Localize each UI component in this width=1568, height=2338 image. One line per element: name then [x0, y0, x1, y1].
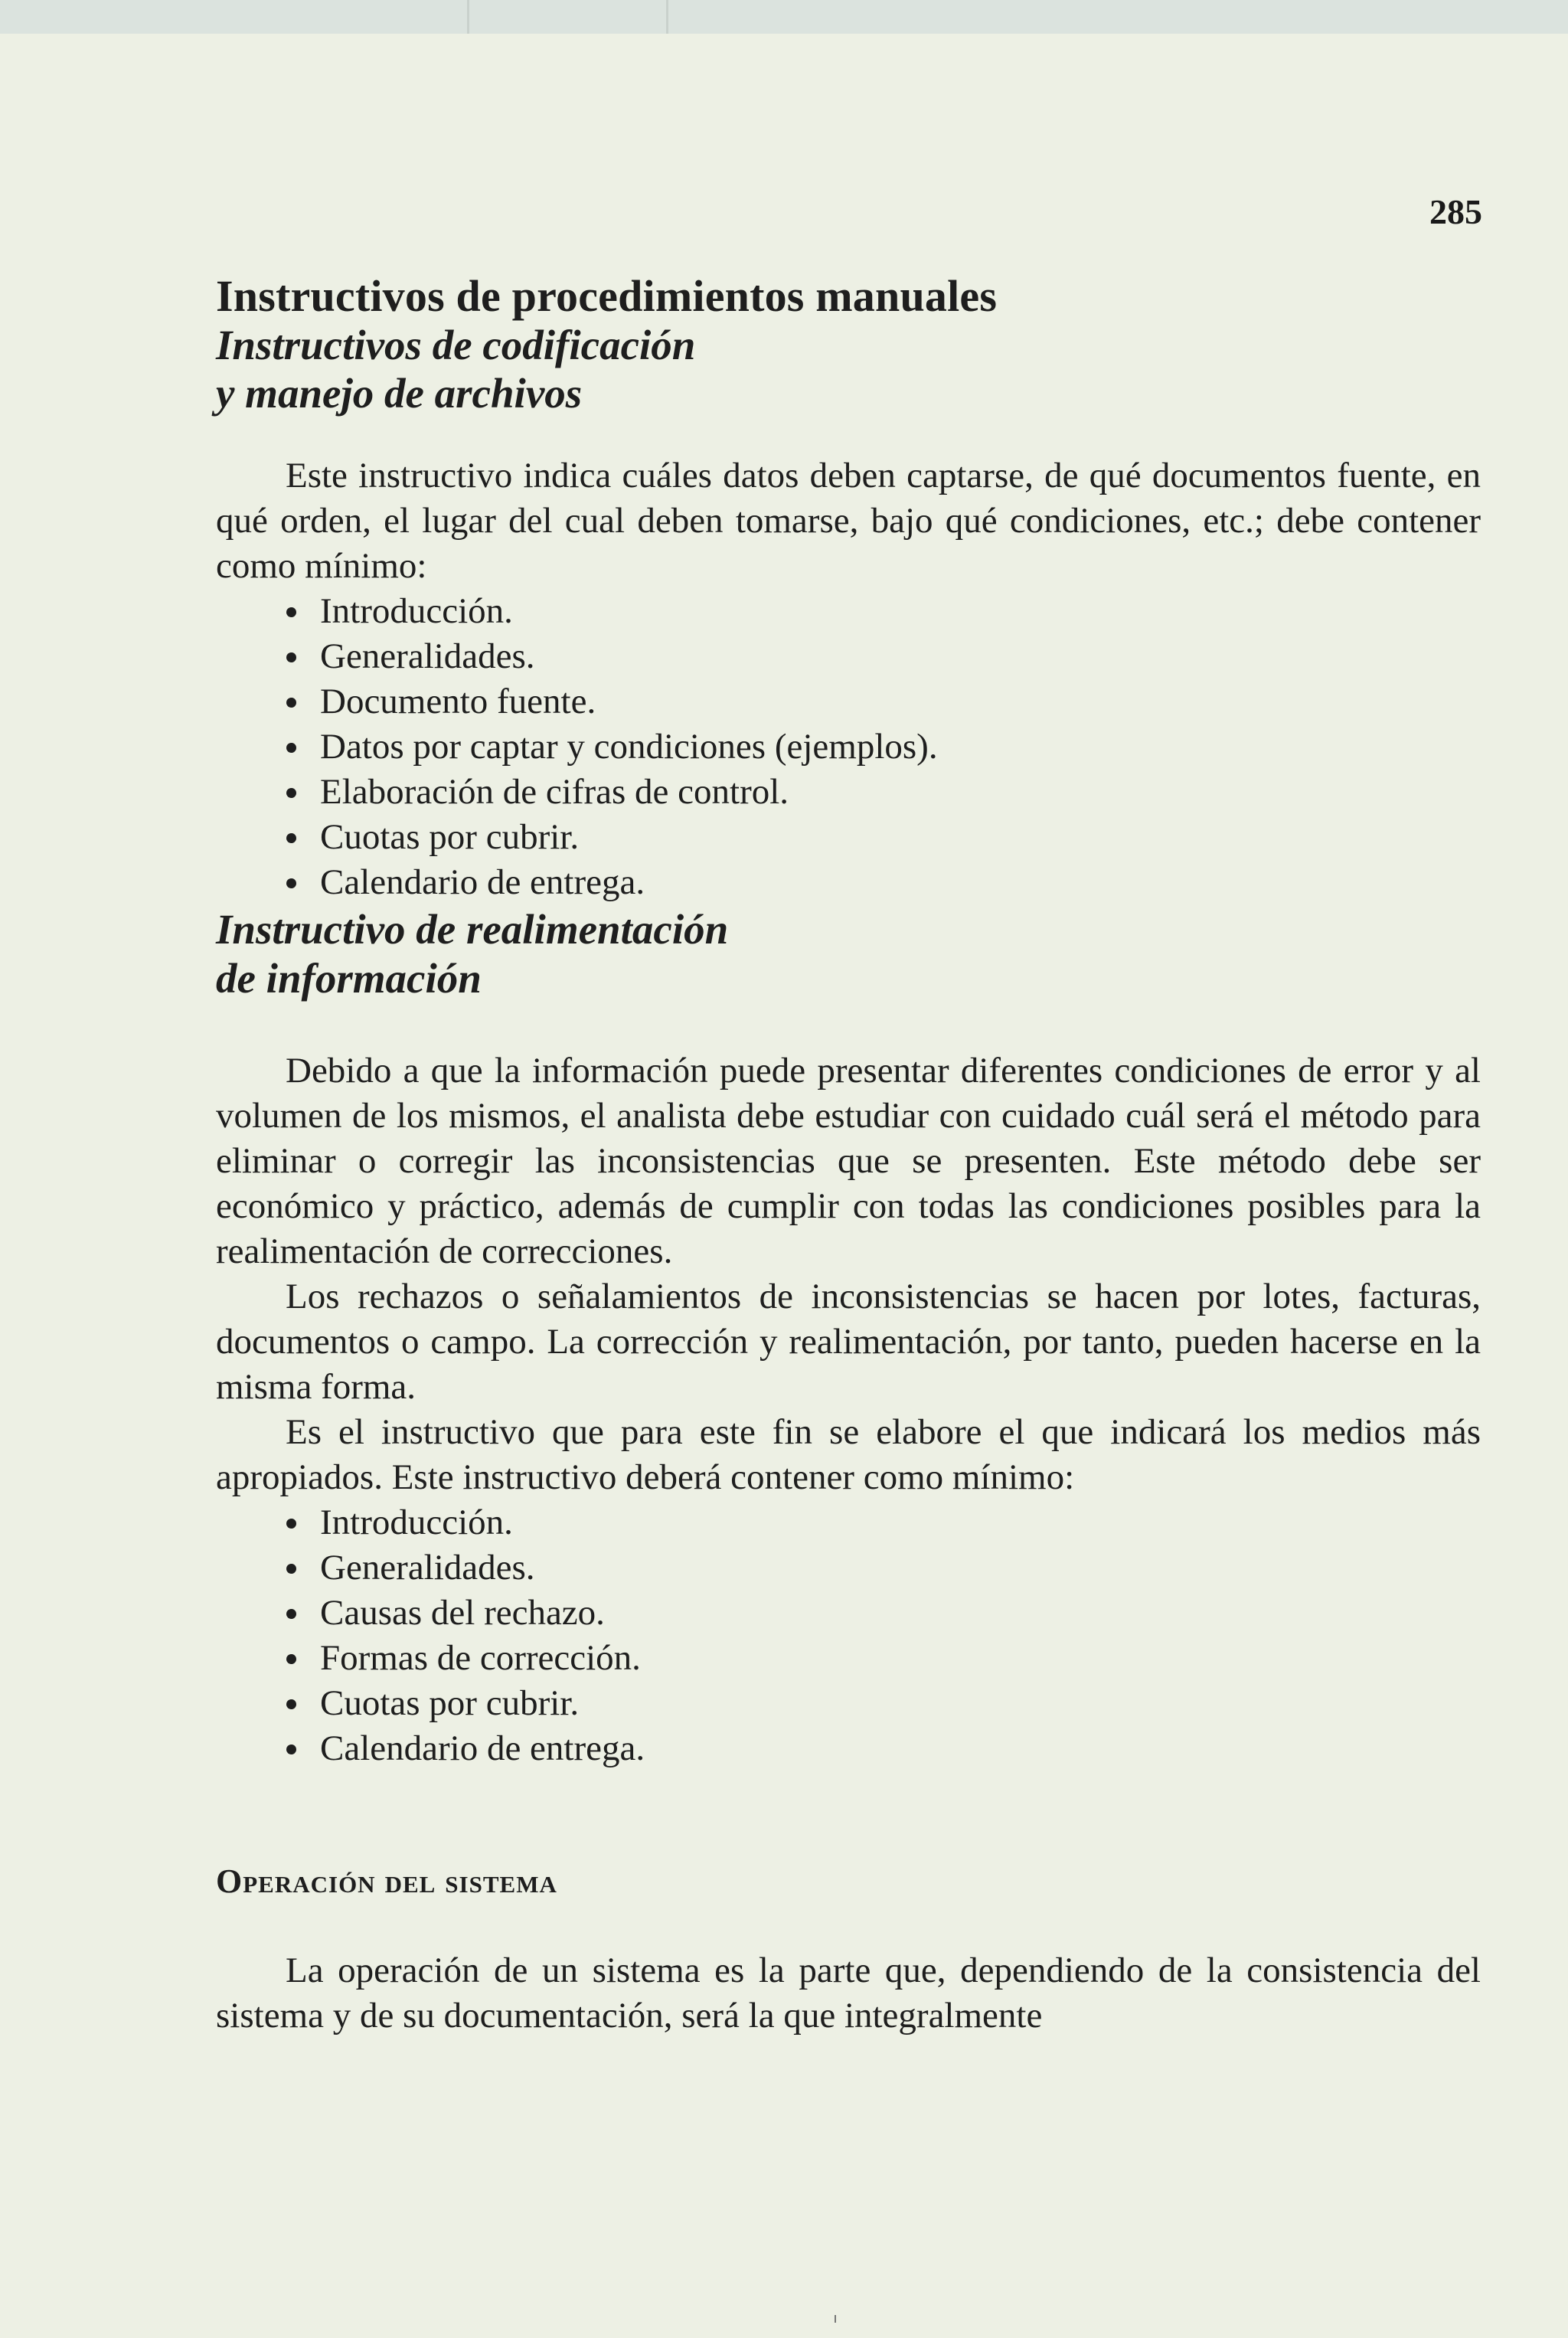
- subsection-title-realimentacion: [216, 905, 1481, 1002]
- page-content: [216, 272, 1481, 2039]
- scan-edge-mark: [666, 0, 668, 34]
- paragraph-codificacion: Este instructivo indica cuáles datos deben captarse, de qué documentos fuente, en qué orden, el lugar del cual deben tomarse, bajo qué condiciones, etc.; debe contener como mínimo:: [216, 456, 1481, 587]
- scan-edge-mark: [467, 0, 469, 34]
- bullet-list-codificacion: [216, 589, 1481, 905]
- list-item: Causas del rechazo.: [286, 1591, 1481, 1636]
- subsection-title-line: Instructivo de realimentación: [216, 906, 729, 953]
- paragraph-realimentacion-2: Los rechazos o señalamientos de inconsistencias se hacen por lotes, facturas, documentos o campo. La corrección y realimentación, por tanto, pueden hacerse en la misma forma.: [216, 1276, 1481, 1407]
- list-item: Generalidades.: [286, 1545, 1481, 1591]
- page-number: 285: [1429, 192, 1482, 231]
- scan-bottom-mark: [835, 2315, 836, 2323]
- paragraph-operacion: La operación de un sistema es la parte que, dependiendo de la consistencia del sistema y de su documentación, será la que integralmente: [216, 1950, 1481, 2036]
- section-title: Instructivos de procedimientos manuales: [216, 271, 998, 321]
- list-item: Elaboración de cifras de control.: [286, 770, 1481, 815]
- list-item: Formas de corrección.: [286, 1636, 1481, 1681]
- list-item: Introducción.: [286, 1500, 1481, 1545]
- list-item: Calendario de entrega.: [286, 860, 1481, 905]
- subsection-title-line: de información: [216, 954, 482, 1002]
- subsection-title-line: Instructivos de codificación: [216, 321, 696, 368]
- list-item: Datos por captar y condiciones (ejemplos).: [286, 724, 1481, 770]
- subsection-title-codificacion: [216, 321, 1481, 418]
- list-item: Cuotas por cubrir.: [286, 815, 1481, 860]
- scan-top-strip: [0, 0, 1568, 34]
- operation-heading: Operación del sistema: [216, 1862, 557, 1900]
- paragraph-realimentacion-3: Es el instructivo que para este fin se elabore el que indicará los medios más apropiados. Este instructivo deberá contener como mínimo:: [216, 1411, 1481, 1497]
- list-item: Calendario de entrega.: [286, 1726, 1481, 1771]
- paragraph-realimentacion-1: Debido a que la información puede presentar diferentes condiciones de error y al volumen de los mismos, el analista debe estudiar con cuidado cuál será el método para eliminar o corregir las inconsistencias que se presenten. Este método debe ser económico y práctico, además de cumplir con todas las condiciones posibles para la realimentación de correcciones.: [216, 1050, 1481, 1271]
- bullet-list-realimentacion: [216, 1500, 1481, 1771]
- list-item: Documento fuente.: [286, 679, 1481, 724]
- subsection-title-line: y manejo de archivos: [216, 370, 583, 417]
- list-item: Cuotas por cubrir.: [286, 1681, 1481, 1726]
- list-item: Generalidades.: [286, 634, 1481, 679]
- list-item: Introducción.: [286, 589, 1481, 634]
